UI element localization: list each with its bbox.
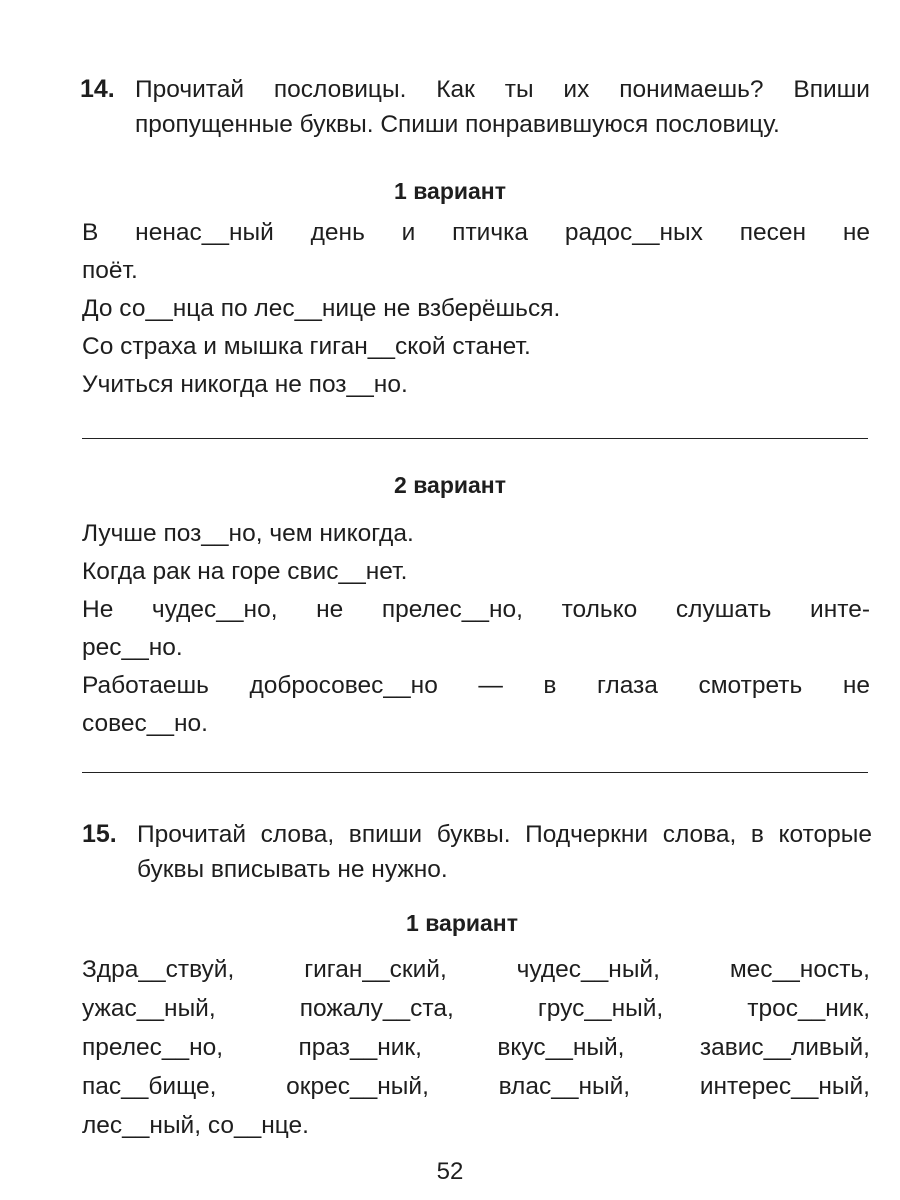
writing-line: [82, 438, 868, 439]
task-14: [80, 72, 870, 142]
proverb-line: Со страха и мышка гиган__ской станет.: [82, 333, 531, 360]
proverb-line: совес__но.: [82, 710, 208, 737]
proverb-line: В ненас__ный день и птичка радос__ных песен не: [82, 219, 870, 246]
word-line: прелес__но, праз__ник, вкус__ный, завис__ливый,: [82, 1034, 870, 1061]
word-list: [82, 950, 870, 1145]
proverb-line: Не чудес__но, не прелес__но, только слушать инте-: [82, 596, 870, 623]
task-number: 14.: [80, 75, 115, 103]
proverb-line: поёт.: [82, 257, 138, 284]
task-number: 15.: [82, 820, 117, 848]
proverb-line: Когда рак на горе свис__нет.: [82, 558, 408, 585]
proverb-list: [82, 515, 870, 743]
proverb-list: [82, 214, 870, 404]
proverb-line: рес__но.: [82, 634, 183, 661]
proverb-line: До со__нца по лес__нице не взберёшься.: [82, 295, 561, 322]
proverb-line: Лучше поз__но, чем никогда.: [82, 520, 414, 547]
word-line: Здра__ствуй, гиган__ский, чудес__ный, мес__ность,: [82, 956, 870, 983]
page-number: 52: [436, 1158, 464, 1185]
task-instruction: Прочитай пословицы. Как ты их понимаешь? Впиши пропущенные буквы. Спиши понравившуюся пословицу.: [135, 76, 870, 138]
variant-heading: 1 вариант: [394, 178, 506, 204]
task-instruction: Прочитай слова, впиши буквы. Подчеркни слова, в которые буквы вписывать не нужно.: [137, 821, 872, 883]
variant-heading: 2 вариант: [394, 472, 506, 498]
variant-heading: 1 вариант: [406, 910, 518, 936]
writing-line: [82, 772, 868, 773]
proverb-line: Работаешь добросовес__но — в глаза смотреть не: [82, 672, 870, 699]
word-line: пас__бище, окрес__ный, влас__ный, интерес__ный,: [82, 1073, 870, 1100]
task-15: [82, 817, 872, 887]
word-line: ужас__ный, пожалу__ста, грус__ный, трос__ник,: [82, 995, 870, 1022]
proverb-line: Учиться никогда не поз__но.: [82, 371, 408, 398]
word-line: лес__ный, со__нце.: [82, 1112, 309, 1139]
